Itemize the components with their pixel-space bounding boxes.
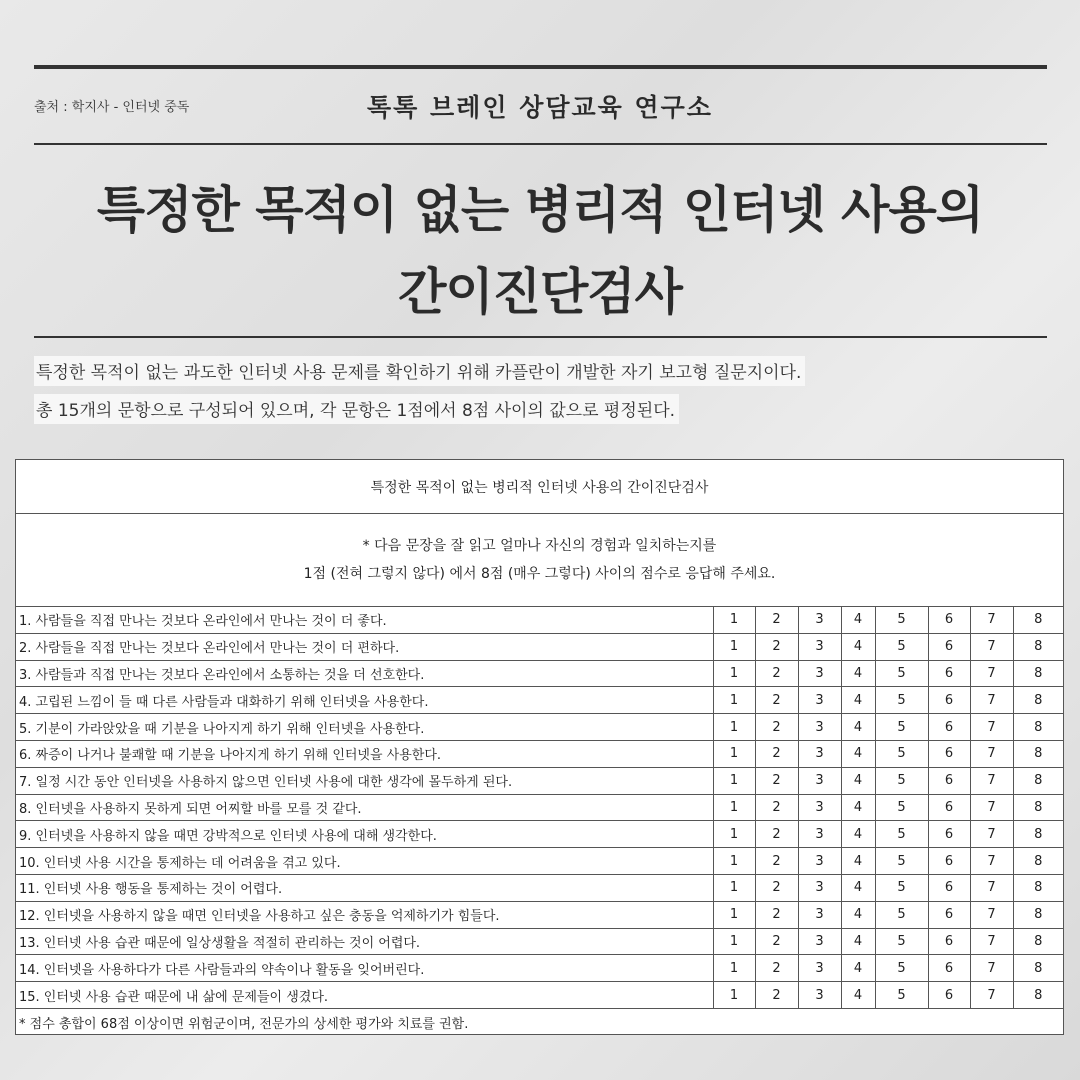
score-option-4[interactable]: 4 <box>841 874 875 901</box>
table-row <box>16 714 1063 741</box>
source-text: 출처 : 학지사 - 인터넷 중독 <box>34 100 190 115</box>
description-line1: 특정한 목적이 없는 과도한 인터넷 사용 문제를 확인하기 위해 카플란이 개발한 자기 보고형 질문지이다. <box>34 356 805 386</box>
question-text: 14. 인터넷을 사용하다가 다른 사람들과의 약속이나 활동을 잊어버린다. <box>16 955 713 982</box>
score-option-3[interactable]: 3 <box>798 982 841 1009</box>
score-option-4[interactable]: 4 <box>841 740 875 767</box>
table-row <box>16 874 1063 901</box>
score-option-1[interactable]: 1 <box>713 633 755 660</box>
score-option-1[interactable]: 1 <box>713 955 755 982</box>
score-option-4[interactable]: 4 <box>841 660 875 687</box>
score-option-8[interactable]: 8 <box>1013 740 1063 767</box>
question-table <box>16 607 1063 1009</box>
score-option-7[interactable]: 7 <box>970 901 1013 928</box>
score-option-4[interactable]: 4 <box>841 607 875 633</box>
score-option-1[interactable]: 1 <box>713 901 755 928</box>
score-option-8[interactable]: 8 <box>1013 687 1063 714</box>
score-option-8[interactable]: 8 <box>1013 767 1063 794</box>
score-option-8[interactable]: 8 <box>1013 794 1063 821</box>
table-row <box>16 821 1063 848</box>
table-row <box>16 740 1063 767</box>
question-text: 8. 인터넷을 사용하지 못하게 되면 어찌할 바를 모를 것 같다. <box>16 794 713 821</box>
score-option-8[interactable]: 8 <box>1013 901 1063 928</box>
score-option-6[interactable]: 6 <box>928 821 970 848</box>
score-option-4[interactable]: 4 <box>841 928 875 955</box>
score-option-8[interactable]: 8 <box>1013 982 1063 1009</box>
score-option-6[interactable]: 6 <box>928 740 970 767</box>
score-option-7[interactable]: 7 <box>970 660 1013 687</box>
score-option-5[interactable]: 5 <box>875 767 928 794</box>
score-option-4[interactable]: 4 <box>841 767 875 794</box>
score-option-4[interactable]: 4 <box>841 901 875 928</box>
score-option-2[interactable]: 2 <box>755 928 798 955</box>
score-option-2[interactable]: 2 <box>755 740 798 767</box>
question-text: 5. 기분이 가라앉았을 때 기분을 나아지게 하기 위해 인터넷을 사용한다. <box>16 714 713 741</box>
table-row <box>16 633 1063 660</box>
score-option-8[interactable]: 8 <box>1013 848 1063 875</box>
score-option-2[interactable]: 2 <box>755 660 798 687</box>
score-option-7[interactable]: 7 <box>970 955 1013 982</box>
score-option-6[interactable]: 6 <box>928 714 970 741</box>
score-option-1[interactable]: 1 <box>713 660 755 687</box>
score-option-6[interactable]: 6 <box>928 901 970 928</box>
table-instructions <box>16 514 1063 607</box>
score-option-8[interactable]: 8 <box>1013 928 1063 955</box>
table-title: 특정한 목적이 없는 병리적 인터넷 사용의 간이진단검사 <box>16 460 1063 514</box>
description-line2: 총 15개의 문항으로 구성되어 있으며, 각 문항은 1점에서 8점 사이의 값으로 평정된다. <box>34 394 679 424</box>
score-option-7[interactable]: 7 <box>970 848 1013 875</box>
score-option-1[interactable]: 1 <box>713 928 755 955</box>
score-option-5[interactable]: 5 <box>875 955 928 982</box>
score-option-1[interactable]: 1 <box>713 821 755 848</box>
score-option-4[interactable]: 4 <box>841 955 875 982</box>
score-option-3[interactable]: 3 <box>798 928 841 955</box>
score-option-3[interactable]: 3 <box>798 955 841 982</box>
score-option-6[interactable]: 6 <box>928 660 970 687</box>
score-option-7[interactable]: 7 <box>970 767 1013 794</box>
score-option-7[interactable]: 7 <box>970 874 1013 901</box>
score-option-7[interactable]: 7 <box>970 633 1013 660</box>
score-option-7[interactable]: 7 <box>970 714 1013 741</box>
score-option-5[interactable]: 5 <box>875 794 928 821</box>
score-option-2[interactable]: 2 <box>755 794 798 821</box>
question-text: 1. 사람들을 직접 만나는 것보다 온라인에서 만나는 것이 더 좋다. <box>16 607 713 633</box>
table-row <box>16 928 1063 955</box>
score-option-3[interactable]: 3 <box>798 633 841 660</box>
score-option-8[interactable]: 8 <box>1013 660 1063 687</box>
score-option-4[interactable]: 4 <box>841 794 875 821</box>
table-row <box>16 794 1063 821</box>
score-option-2[interactable]: 2 <box>755 714 798 741</box>
score-option-3[interactable]: 3 <box>798 607 841 633</box>
question-text: 9. 인터넷을 사용하지 않을 때면 강박적으로 인터넷 사용에 대해 생각한다. <box>16 821 713 848</box>
table-row <box>16 660 1063 687</box>
instruction-line1: * 다음 문장을 잘 읽고 얼마나 자신의 경험과 일치하는지를 <box>362 538 717 554</box>
score-option-1[interactable]: 1 <box>713 794 755 821</box>
score-option-8[interactable]: 8 <box>1013 633 1063 660</box>
score-option-3[interactable]: 3 <box>798 767 841 794</box>
score-option-3[interactable]: 3 <box>798 874 841 901</box>
score-option-2[interactable]: 2 <box>755 901 798 928</box>
score-option-3[interactable]: 3 <box>798 901 841 928</box>
score-option-6[interactable]: 6 <box>928 874 970 901</box>
score-option-5[interactable]: 5 <box>875 821 928 848</box>
question-text: 4. 고립된 느낌이 들 때 다른 사람들과 대화하기 위해 인터넷을 사용한다. <box>16 687 713 714</box>
score-option-2[interactable]: 2 <box>755 982 798 1009</box>
score-option-4[interactable]: 4 <box>841 687 875 714</box>
score-option-3[interactable]: 3 <box>798 687 841 714</box>
title-divider <box>34 336 1047 338</box>
score-option-6[interactable]: 6 <box>928 848 970 875</box>
score-option-7[interactable]: 7 <box>970 794 1013 821</box>
score-option-1[interactable]: 1 <box>713 874 755 901</box>
page-title-line1: 특정한 목적이 없는 병리적 인터넷 사용의 <box>96 181 984 239</box>
question-text: 12. 인터넷을 사용하지 않을 때면 인터넷을 사용하고 싶은 충동을 억제하기가 힘들다. <box>16 901 713 928</box>
question-text: 13. 인터넷 사용 습관 때문에 일상생활을 적절히 관리하는 것이 어렵다. <box>16 928 713 955</box>
question-text: 3. 사람들과 직접 만나는 것보다 온라인에서 소통하는 것을 더 선호한다. <box>16 660 713 687</box>
score-option-6[interactable]: 6 <box>928 633 970 660</box>
score-option-3[interactable]: 3 <box>798 740 841 767</box>
score-option-6[interactable]: 6 <box>928 955 970 982</box>
question-text: 7. 일정 시간 동안 인터넷을 사용하지 않으면 인터넷 사용에 대한 생각에 몰두하게 된다. <box>16 767 713 794</box>
score-option-6[interactable]: 6 <box>928 687 970 714</box>
score-option-5[interactable]: 5 <box>875 901 928 928</box>
score-note: * 점수 총합이 68점 이상이면 위험군이며, 전문가의 상세한 평가와 치료를 권함. <box>19 1017 469 1033</box>
score-option-8[interactable]: 8 <box>1013 874 1063 901</box>
question-text: 6. 짜증이 나거나 불쾌할 때 기분을 나아지게 하기 위해 인터넷을 사용한다. <box>16 740 713 767</box>
score-option-1[interactable]: 1 <box>713 714 755 741</box>
score-option-2[interactable]: 2 <box>755 607 798 633</box>
table-row <box>16 982 1063 1009</box>
score-option-5[interactable]: 5 <box>875 848 928 875</box>
table-row <box>16 848 1063 875</box>
score-option-7[interactable]: 7 <box>970 982 1013 1009</box>
header-divider <box>34 143 1047 145</box>
score-option-5[interactable]: 5 <box>875 660 928 687</box>
score-option-5[interactable]: 5 <box>875 714 928 741</box>
score-option-4[interactable]: 4 <box>841 982 875 1009</box>
score-option-6[interactable]: 6 <box>928 607 970 633</box>
score-option-4[interactable]: 4 <box>841 848 875 875</box>
score-option-1[interactable]: 1 <box>713 982 755 1009</box>
score-option-3[interactable]: 3 <box>798 794 841 821</box>
table-row <box>16 687 1063 714</box>
question-text: 2. 사람들을 직접 만나는 것보다 온라인에서 만나는 것이 더 편하다. <box>16 633 713 660</box>
score-option-7[interactable]: 7 <box>970 607 1013 633</box>
score-option-3[interactable]: 3 <box>798 714 841 741</box>
table-row <box>16 955 1063 982</box>
score-option-5[interactable]: 5 <box>875 607 928 633</box>
score-option-2[interactable]: 2 <box>755 687 798 714</box>
score-option-1[interactable]: 1 <box>713 687 755 714</box>
score-option-5[interactable]: 5 <box>875 982 928 1009</box>
score-option-7[interactable]: 7 <box>970 928 1013 955</box>
score-option-6[interactable]: 6 <box>928 928 970 955</box>
score-option-5[interactable]: 5 <box>875 633 928 660</box>
score-option-7[interactable]: 7 <box>970 821 1013 848</box>
score-option-3[interactable]: 3 <box>798 660 841 687</box>
score-option-6[interactable]: 6 <box>928 794 970 821</box>
score-option-7[interactable]: 7 <box>970 740 1013 767</box>
score-option-2[interactable]: 2 <box>755 821 798 848</box>
score-option-1[interactable]: 1 <box>713 767 755 794</box>
score-option-8[interactable]: 8 <box>1013 607 1063 633</box>
score-option-2[interactable]: 2 <box>755 874 798 901</box>
score-option-1[interactable]: 1 <box>713 740 755 767</box>
score-option-2[interactable]: 2 <box>755 955 798 982</box>
score-option-2[interactable]: 2 <box>755 633 798 660</box>
page-title-line2: 간이진단검사 <box>398 263 682 321</box>
table-row <box>16 607 1063 633</box>
question-text: 15. 인터넷 사용 습관 때문에 내 삶에 문제들이 생겼다. <box>16 982 713 1009</box>
score-option-8[interactable]: 8 <box>1013 955 1063 982</box>
score-option-5[interactable]: 5 <box>875 740 928 767</box>
table-row <box>16 901 1063 928</box>
score-option-2[interactable]: 2 <box>755 767 798 794</box>
score-option-5[interactable]: 5 <box>875 928 928 955</box>
score-option-1[interactable]: 1 <box>713 848 755 875</box>
top-rule <box>34 65 1047 69</box>
score-option-4[interactable]: 4 <box>841 821 875 848</box>
score-option-5[interactable]: 5 <box>875 874 928 901</box>
survey-table <box>15 459 1064 1035</box>
score-option-8[interactable]: 8 <box>1013 714 1063 741</box>
organization-name: 톡톡 브레인 상담교육 연구소 <box>367 93 713 122</box>
score-option-1[interactable]: 1 <box>713 607 755 633</box>
table-row <box>16 767 1063 794</box>
score-option-8[interactable]: 8 <box>1013 821 1063 848</box>
instruction-line2: 1점 (전혀 그렇지 않다) 에서 8점 (매우 그렇다) 사이의 점수로 응답해 주세요. <box>303 566 776 582</box>
score-option-3[interactable]: 3 <box>798 848 841 875</box>
question-text: 11. 인터넷 사용 행동을 통제하는 것이 어렵다. <box>16 874 713 901</box>
score-option-7[interactable]: 7 <box>970 687 1013 714</box>
score-option-4[interactable]: 4 <box>841 633 875 660</box>
score-option-2[interactable]: 2 <box>755 848 798 875</box>
question-text: 10. 인터넷 사용 시간을 통제하는 데 어려움을 겪고 있다. <box>16 848 713 875</box>
score-option-6[interactable]: 6 <box>928 767 970 794</box>
score-option-3[interactable]: 3 <box>798 821 841 848</box>
score-option-4[interactable]: 4 <box>841 714 875 741</box>
score-option-5[interactable]: 5 <box>875 687 928 714</box>
score-option-6[interactable]: 6 <box>928 982 970 1009</box>
